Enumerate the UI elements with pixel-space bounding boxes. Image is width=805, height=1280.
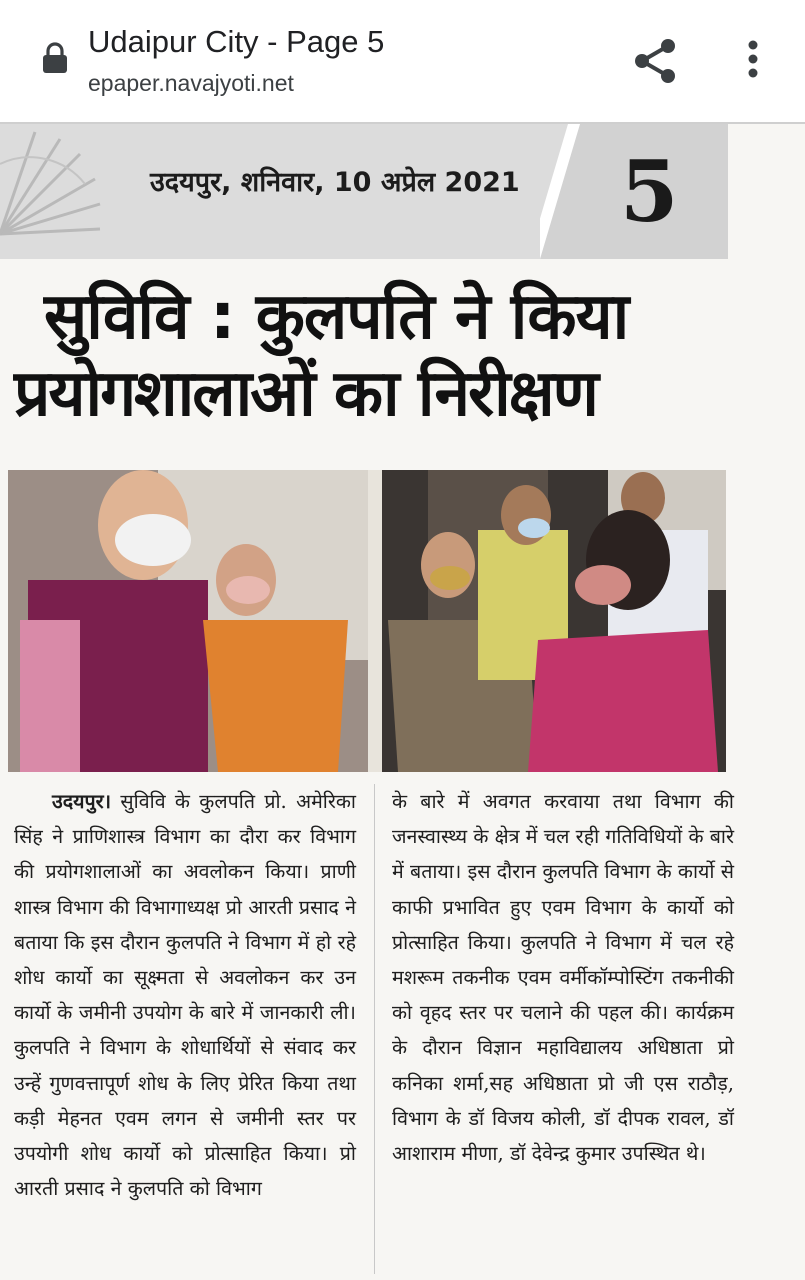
article-text-right: के बारे में अवगत करवाया तथा विभाग की जनस्वास्थ्य के क्षेत्र में चल रही गतिविधियों के बारे में बताया। इस दौरान कुलपति विभाग के कार्यो से काफी प्रभावित हुए एवम विभाग के कार्यो को प्रोत्साहित किया। कुलपति ने विभाग में चल रहे मशरूम तकनीक एवम वर्मीकॉम्पोस्टिंग तकनीकी को वृहद स्तर पर चलाने की पहल की। कार्यक्रम के दौरान विज्ञान महाविद्यालय अधिष्ठाता प्रो कनिका शर्मा,सह अधिष्ठाता प्रो जी एस राठौड़, विभाग के डॉ विजय कोली, डॉ दीपक रावल, डॉ आशाराम मीणा, डॉ देवेन्द्र कुमार उपस्थित थे। [392, 790, 734, 1166]
column-divider [374, 784, 375, 1274]
headline-line-2: प्रयोगशालाओं का निरीक्षण [14, 357, 597, 431]
article-lead: उदयपुर। [52, 790, 112, 813]
more-vert-icon[interactable] [735, 38, 771, 84]
share-icon[interactable] [630, 36, 680, 86]
page-title[interactable]: Udaipur City - Page 5 [88, 24, 385, 59]
lock-icon[interactable] [42, 42, 68, 74]
article-photo [8, 470, 726, 772]
article-column-left [14, 784, 356, 1206]
browser-app-bar [0, 0, 805, 124]
url-text[interactable]: epaper.navajyoti.net [88, 70, 294, 96]
masthead [0, 124, 728, 259]
article-text-left: सुविवि के कुलपति प्रो. अमेरिका सिंह ने प्राणिशास्त्र विभाग का दौरा कर विभाग की प्रयोगशालाओं का अवलोकन किया। प्राणी शास्त्र विभाग की विभागाध्यक्ष प्रो आरती प्रसाद ने बताया कि इस दौरान कुलपति ने विभाग में हो रहे शोध कार्यो का सूक्ष्मता से अवलोकन कर उन कार्यो के जमीनी उपयोग के बारे में जानकारी ली। कुलपति ने विभाग के शोधार्थियों से संवाद कर उन्हें गुणवत्तापूर्ण शोध के लिए प्रेरित किया तथा कड़ी मेहनत एवम लगन से जमीनी स्तर पर उपयोगी शोध कार्यो को प्रोत्साहित किया। प्रो आरती प्रसाद ने कुलपति को विभाग [14, 790, 356, 1201]
sun-emblem-icon [0, 124, 120, 259]
dateline: उदयपुर, शनिवार, 10 अप्रेल 2021 [150, 167, 520, 198]
headline-line-1: सुविवि : कुलपति ने किया [44, 280, 629, 354]
page-number: 5 [620, 142, 679, 241]
epaper-page[interactable] [0, 124, 805, 1280]
article-column-right [392, 784, 734, 1171]
article-headline [14, 280, 774, 434]
